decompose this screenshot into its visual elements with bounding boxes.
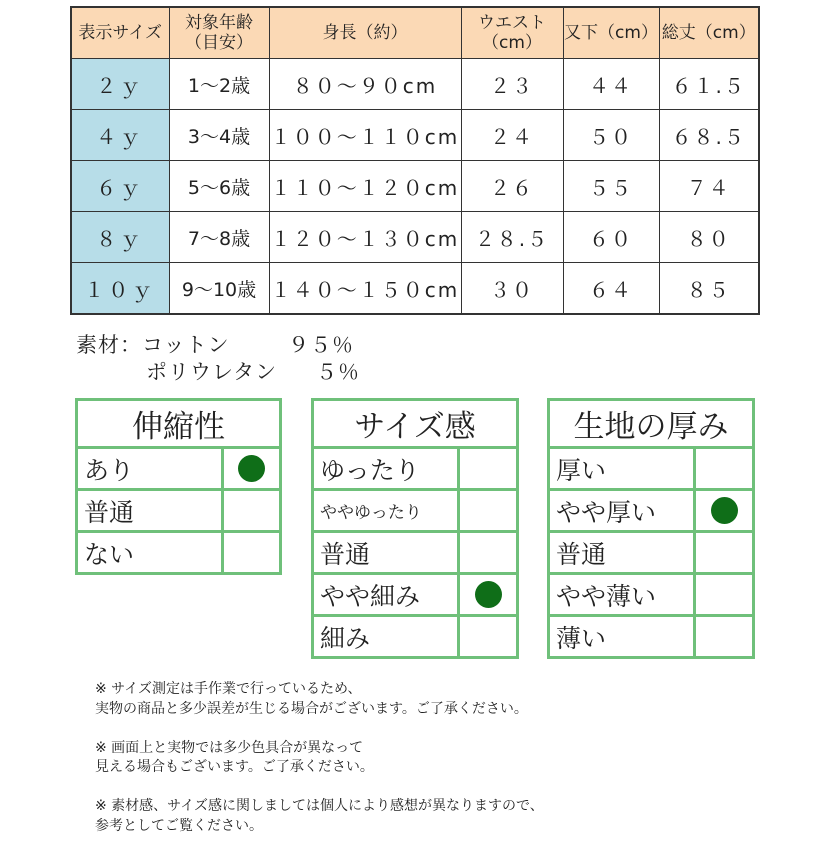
- note-paragraph: [95, 797, 544, 836]
- waist-cell: ２４: [461, 110, 563, 161]
- age-cell: 5～6歳: [169, 161, 269, 212]
- waist-cell: ３０: [461, 263, 563, 315]
- rating-option-marker: [459, 490, 518, 532]
- height-cell: １４０～１５０cm: [269, 263, 461, 315]
- height-cell: ８０～９０cm: [269, 59, 461, 110]
- age-cell: 1～2歳: [169, 59, 269, 110]
- rating-option-marker: [459, 448, 518, 490]
- rating-option-marker: [459, 532, 518, 574]
- rating-option-row: [313, 616, 518, 658]
- rating-option-marker: [223, 448, 281, 490]
- size-row: [71, 110, 759, 161]
- rating-option-label: やや薄い: [549, 574, 695, 616]
- material-line-2: [146, 356, 360, 386]
- size-cell: ６ｙ: [71, 161, 169, 212]
- rating-option-row: [549, 574, 754, 616]
- rating-option-row: [77, 532, 281, 574]
- rating-option-marker: [695, 490, 754, 532]
- rating-option-marker: [695, 574, 754, 616]
- age-cell: 7～8歳: [169, 212, 269, 263]
- waist-cell: ２６: [461, 161, 563, 212]
- length-cell: ８５: [659, 263, 759, 315]
- rating-option-label: 普通: [313, 532, 459, 574]
- height-cell: １２０～１３０cm: [269, 212, 461, 263]
- inseam-cell: ５０: [563, 110, 659, 161]
- rating-option-label: あり: [77, 448, 223, 490]
- size-chart-table: [70, 6, 760, 315]
- material-label: 素材：: [76, 333, 142, 357]
- header-height: 身長（約）: [269, 7, 461, 59]
- rating-option-label: 細み: [313, 616, 459, 658]
- rating-title: 伸縮性: [77, 400, 281, 448]
- rating-option-row: [313, 532, 518, 574]
- rating-option-marker: [695, 448, 754, 490]
- inseam-cell: ６４: [563, 263, 659, 315]
- length-cell: ８０: [659, 212, 759, 263]
- rating-option-marker: [459, 574, 518, 616]
- header-inseam: 又下（cm）: [563, 7, 659, 59]
- waist-cell: ２８.５: [461, 212, 563, 263]
- size-cell: ８ｙ: [71, 212, 169, 263]
- length-cell: ６８.５: [659, 110, 759, 161]
- header-length: 総丈（cm）: [659, 7, 759, 59]
- inseam-cell: ６０: [563, 212, 659, 263]
- material-percent: ９５％: [288, 333, 354, 357]
- rating-option-label: 薄い: [549, 616, 695, 658]
- material-percent: ５％: [316, 360, 360, 384]
- material-name: コットン: [142, 333, 230, 357]
- rating-option-marker: [223, 490, 281, 532]
- rating-option-marker: [459, 616, 518, 658]
- inseam-cell: ４４: [563, 59, 659, 110]
- rating-option-row: [313, 574, 518, 616]
- note-line: ※ 画面上と実物では多少色具合が異なって: [95, 739, 364, 756]
- rating-option-row: [549, 616, 754, 658]
- size-chart-header-row: [71, 7, 759, 59]
- note-paragraph: [95, 680, 544, 719]
- length-cell: ７４: [659, 161, 759, 212]
- note-line: 参考としてご覧ください。: [95, 817, 263, 834]
- rating-option-label: 普通: [77, 490, 223, 532]
- size-row: [71, 59, 759, 110]
- notes: [95, 680, 544, 856]
- note-line: 見える場合もございます。ご了承ください。: [95, 759, 374, 775]
- rating-option-row: [313, 490, 518, 532]
- rating-option-label: 普通: [549, 532, 695, 574]
- rating-option-label: やや厚い: [549, 490, 695, 532]
- height-cell: １１０～１２０cm: [269, 161, 461, 212]
- material-name: ポリウレタン: [146, 360, 278, 384]
- size-row: [71, 212, 759, 263]
- note-line: 実物の商品と多少誤差が生じる場合がございます。ご了承ください。: [95, 700, 528, 717]
- rating-option-label: やや細み: [313, 574, 459, 616]
- size-cell: １０ｙ: [71, 263, 169, 315]
- rating-option-label: ややゆったり: [313, 490, 459, 532]
- rating-option-row: [77, 490, 281, 532]
- note-line: ※ サイズ測定は手作業で行っているため、: [95, 681, 362, 697]
- note-line: ※ 素材感、サイズ感に関しましては個人により感想が異なりますので、: [95, 798, 544, 814]
- rating-option-row: [549, 532, 754, 574]
- height-cell: １００～１１０cm: [269, 110, 461, 161]
- rating-option-label: ない: [77, 532, 223, 574]
- size-cell: ４ｙ: [71, 110, 169, 161]
- rating-option-row: [77, 448, 281, 490]
- size-cell: ２ｙ: [71, 59, 169, 110]
- age-cell: 3～4歳: [169, 110, 269, 161]
- waist-cell: ２３: [461, 59, 563, 110]
- rating-option-label: ゆったり: [313, 448, 459, 490]
- size-row: [71, 263, 759, 315]
- stretch-rating-box: [75, 398, 282, 575]
- fit-rating-box: [311, 398, 519, 659]
- size-row: [71, 161, 759, 212]
- thickness-rating-box: [547, 398, 755, 659]
- rating-option-row: [549, 490, 754, 532]
- rating-option-marker: [695, 532, 754, 574]
- length-cell: ６１.５: [659, 59, 759, 110]
- header-age: 対象年齢 （目安）: [169, 7, 269, 59]
- rating-option-label: 厚い: [549, 448, 695, 490]
- rating-option-marker: [223, 532, 281, 574]
- header-size: 表示サイズ: [71, 7, 169, 59]
- rating-option-marker: [695, 616, 754, 658]
- rating-title: 生地の厚み: [549, 400, 754, 448]
- age-cell: 9～10歳: [169, 263, 269, 315]
- inseam-cell: ５５: [563, 161, 659, 212]
- rating-option-row: [549, 448, 754, 490]
- rating-title: サイズ感: [313, 400, 518, 448]
- rating-option-row: [313, 448, 518, 490]
- selected-dot-icon: [475, 581, 502, 608]
- selected-dot-icon: [711, 497, 738, 524]
- note-paragraph: [95, 739, 544, 778]
- header-waist: ウエスト （cm）: [461, 7, 563, 59]
- selected-dot-icon: [238, 455, 265, 482]
- material-line-1: [76, 329, 354, 359]
